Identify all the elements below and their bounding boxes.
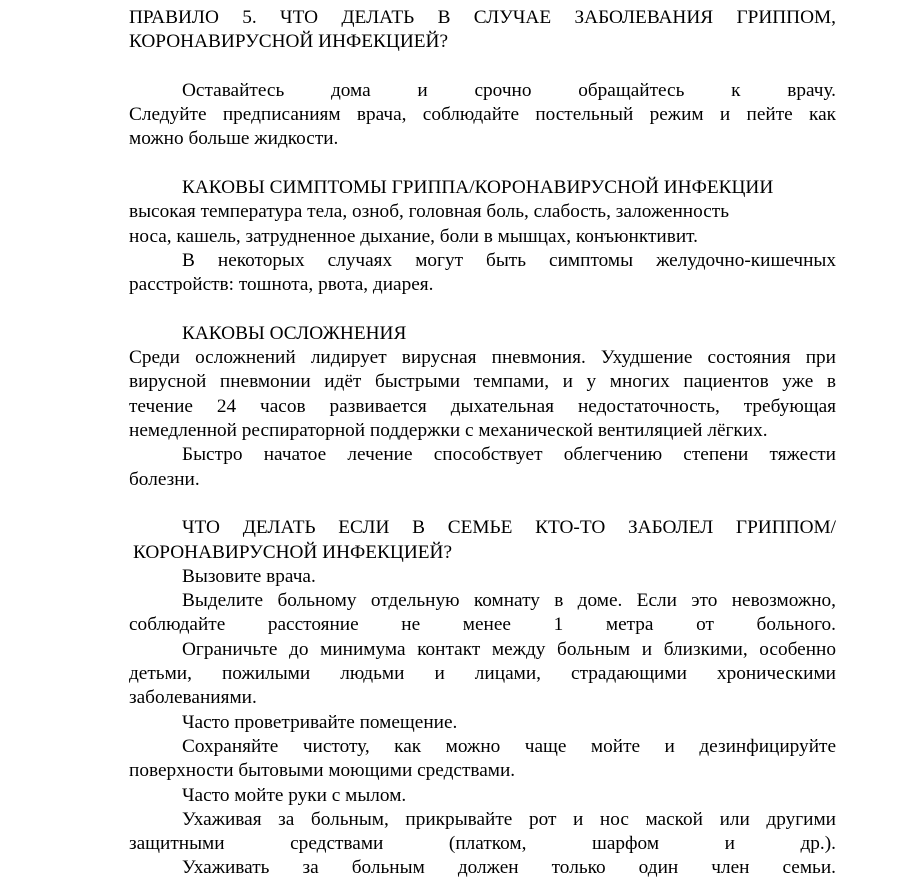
family-room-line-1: Выделите больному отдельную комнату в доме. Если это невозможно,	[182, 590, 836, 612]
symptoms-line-1: высокая температура тела, озноб, головная боль, слабость, заложенность	[129, 201, 730, 223]
spacer	[129, 298, 836, 322]
symptoms-line-2: носа, кашель, затрудненное дыхание, боли в мышцах, конъюнктивит.	[129, 225, 698, 247]
intro-line-1: Оставайтесь дома и срочно обращайтесь к врачу.	[182, 79, 836, 101]
family-care-line-3: Ухаживать за больным должен только один член семьи.	[182, 857, 836, 879]
intro-line-2: Следуйте предписаниям врача, соблюдайте постельный режим и пейте как	[129, 104, 836, 126]
family-room-line-2: соблюдайте расстояние не менее 1 метра от больного.	[129, 614, 836, 636]
complications-heading: КАКОВЫ ОСЛОЖНЕНИЯ	[182, 322, 407, 344]
rule-title-line-1: ПРАВИЛО 5. ЧТО ДЕЛАТЬ В СЛУЧАЕ ЗАБОЛЕВАНИЯ ГРИППОМ,	[129, 7, 836, 28]
complications-line-6: болезни.	[129, 468, 200, 490]
spacer	[129, 152, 836, 176]
family-limit-line-1: Ограничьте до минимума контакт между больным и близкими, особенно	[182, 638, 836, 660]
intro-line-3: можно больше жидкости.	[129, 128, 339, 150]
symptoms-line-4: расстройств: тошнота, рвота, диарея.	[129, 274, 434, 296]
spacer	[129, 492, 836, 516]
family-wash: Часто мойте руки с мылом.	[182, 784, 407, 806]
symptoms-line-3: В некоторых случаях могут быть симптомы желудочно-кишечных	[182, 249, 836, 271]
family-care-line-2: защитными средствами (платком, шарфом и др.).	[129, 833, 836, 855]
spacer	[129, 55, 836, 79]
family-clean-line-1: Сохраняйте чистоту, как можно чаще мойте и дезинфицируйте	[182, 735, 836, 757]
family-ventilate: Часто проветривайте помещение.	[182, 711, 458, 733]
symptoms-heading: КАКОВЫ СИМПТОМЫ ГРИППА/КОРОНАВИРУСНОЙ ИНФЕКЦИИ	[182, 177, 774, 199]
complications-line-4: немедленной респираторной поддержки с механической вентиляцией лёгких.	[129, 420, 768, 442]
complications-line-3: течение 24 часов развивается дыхательная недостаточность, требующая	[129, 395, 836, 417]
complications-line-1: Среди осложнений лидирует вирусная пневмония. Ухудшение состояния при	[129, 347, 836, 369]
family-call-doctor: Вызовите врача.	[182, 565, 316, 587]
family-heading-line-2: КОРОНАВИРУСНОЙ ИНФЕКЦИЕЙ?	[133, 541, 452, 563]
family-limit-line-3: заболеваниями.	[129, 687, 257, 709]
complications-line-5: Быстро начатое лечение способствует облегчению степени тяжести	[182, 444, 836, 466]
rule-title-line-2: КОРОНАВИРУСНОЙ ИНФЕКЦИЕЙ?	[129, 31, 448, 53]
family-clean-line-2: поверхности бытовыми моющими средствами.	[129, 760, 516, 782]
document-page	[129, 6, 836, 881]
complications-line-2: вирусной пневмонии идёт быстрыми темпами, и у многих пациентов уже в	[129, 371, 836, 393]
family-care-line-1: Ухаживая за больным, прикрывайте рот и нос маской или другими	[182, 808, 836, 830]
family-heading-line-1: ЧТО ДЕЛАТЬ ЕСЛИ В СЕМЬЕ КТО-ТО ЗАБОЛЕЛ ГРИППОМ/	[182, 517, 836, 539]
family-limit-line-2: детьми, пожилыми людьми и лицами, страдающими хроническими	[129, 663, 836, 685]
